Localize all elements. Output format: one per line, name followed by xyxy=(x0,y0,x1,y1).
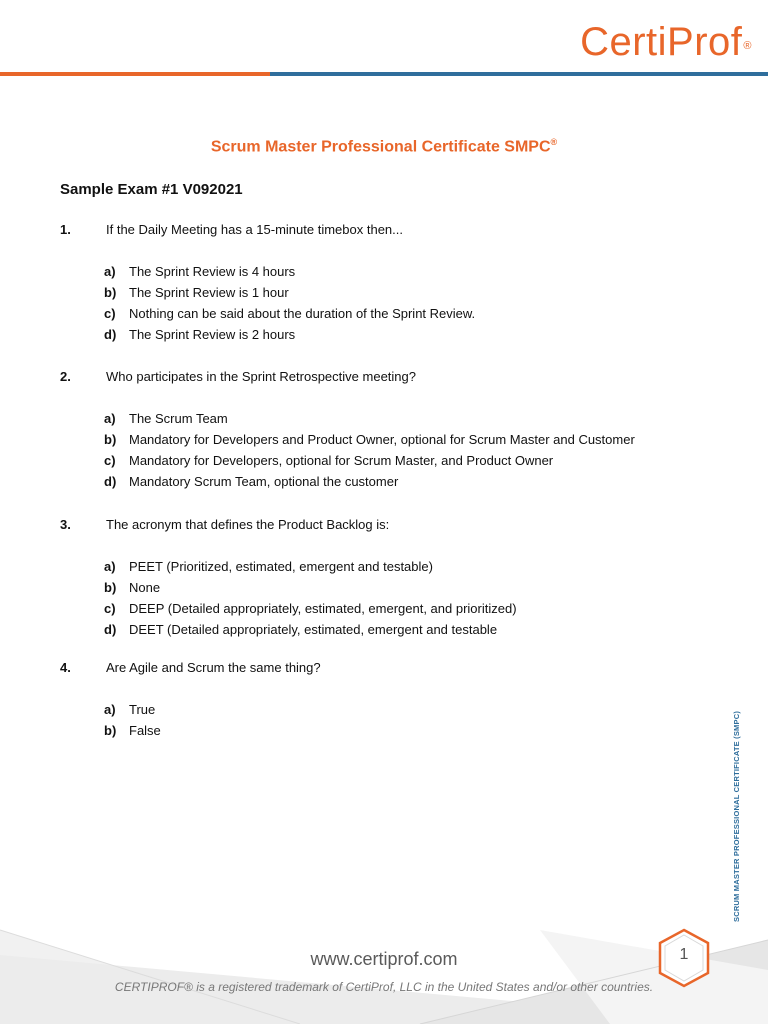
option-text: The Sprint Review is 4 hours xyxy=(129,264,296,279)
option-letter: b) xyxy=(104,723,117,738)
question-number: 4. xyxy=(60,660,71,675)
option-letter: a) xyxy=(104,702,116,717)
option-text: Mandatory Scrum Team, optional the customer xyxy=(129,474,399,489)
option-letter: b) xyxy=(104,432,117,447)
option-text: False xyxy=(129,723,161,738)
certiprof-logo xyxy=(580,20,752,64)
logo-text: CertiProf xyxy=(580,20,743,64)
option-letter: c) xyxy=(104,601,116,616)
question-text: If the Daily Meeting has a 15-minute timebox then... xyxy=(106,222,403,237)
option-letter: a) xyxy=(104,411,116,426)
answer-option xyxy=(104,327,475,348)
option-text: DEEP (Detailed appropriately, estimated, emergent, and prioritized) xyxy=(129,601,517,616)
page-number: 1 xyxy=(679,946,689,963)
option-letter: b) xyxy=(104,580,117,595)
answer-options xyxy=(104,264,475,348)
option-text: Mandatory for Developers and Product Owner, optional for Scrum Master and Customer xyxy=(129,432,635,447)
footer-website-link[interactable]: www.certiprof.com xyxy=(310,949,458,969)
answer-option xyxy=(104,580,517,601)
answer-option xyxy=(104,702,161,723)
answer-option xyxy=(104,559,517,580)
option-letter: d) xyxy=(104,327,117,342)
question-text: Who participates in the Sprint Retrospective meeting? xyxy=(106,369,416,384)
answer-option xyxy=(104,432,635,453)
option-text: The Sprint Review is 1 hour xyxy=(129,285,289,300)
option-text: The Scrum Team xyxy=(129,411,228,426)
option-text: DEET (Detailed appropriately, estimated, emergent and testable xyxy=(129,622,498,637)
answer-options xyxy=(104,411,635,495)
footer-trademark-note: CERTIPROF® is a registered trademark of CertiProf, LLC in the United States and/or other countries. xyxy=(114,980,654,994)
option-letter: c) xyxy=(104,306,116,321)
header-divider-blue xyxy=(270,72,768,76)
option-letter: c) xyxy=(104,453,116,468)
question-number: 2. xyxy=(60,369,71,384)
answer-option xyxy=(104,411,635,432)
answer-options xyxy=(104,559,517,643)
option-text: None xyxy=(129,580,161,595)
header-divider-orange xyxy=(0,72,270,76)
document-title-text: Scrum Master Professional Certificate SMPC xyxy=(210,138,551,156)
option-letter: b) xyxy=(104,285,117,300)
option-letter: a) xyxy=(104,559,116,574)
side-certificate-label: SCRUM MASTER PROFESSIONAL CERTIFICATE (SMPC) xyxy=(732,710,741,922)
answer-option xyxy=(104,474,635,495)
question-text: The acronym that defines the Product Backlog is: xyxy=(106,517,390,532)
question-number: 3. xyxy=(60,517,71,532)
answer-option xyxy=(104,622,517,643)
answer-option xyxy=(104,453,635,474)
answer-option xyxy=(104,264,475,285)
document-title-registered-mark: ® xyxy=(550,137,558,147)
answer-option xyxy=(104,723,161,744)
exam-heading: Sample Exam #1 V092021 xyxy=(60,181,243,198)
answer-options xyxy=(104,702,161,744)
option-text: PEET (Prioritized, estimated, emergent and testable) xyxy=(129,559,433,574)
question-number: 1. xyxy=(60,222,71,237)
option-letter: d) xyxy=(104,622,117,637)
logo-registered-mark: ® xyxy=(743,40,752,52)
answer-option xyxy=(104,306,475,327)
option-text: Nothing can be said about the duration of the Sprint Review. xyxy=(129,306,476,321)
option-letter: d) xyxy=(104,474,117,489)
document-title xyxy=(0,137,768,156)
option-text: The Sprint Review is 2 hours xyxy=(129,327,296,342)
answer-option xyxy=(104,601,517,622)
question-text: Are Agile and Scrum the same thing? xyxy=(106,660,321,675)
answer-option xyxy=(104,285,475,306)
option-letter: a) xyxy=(104,264,116,279)
option-text: Mandatory for Developers, optional for Scrum Master, and Product Owner xyxy=(129,453,554,468)
option-text: True xyxy=(129,702,156,717)
